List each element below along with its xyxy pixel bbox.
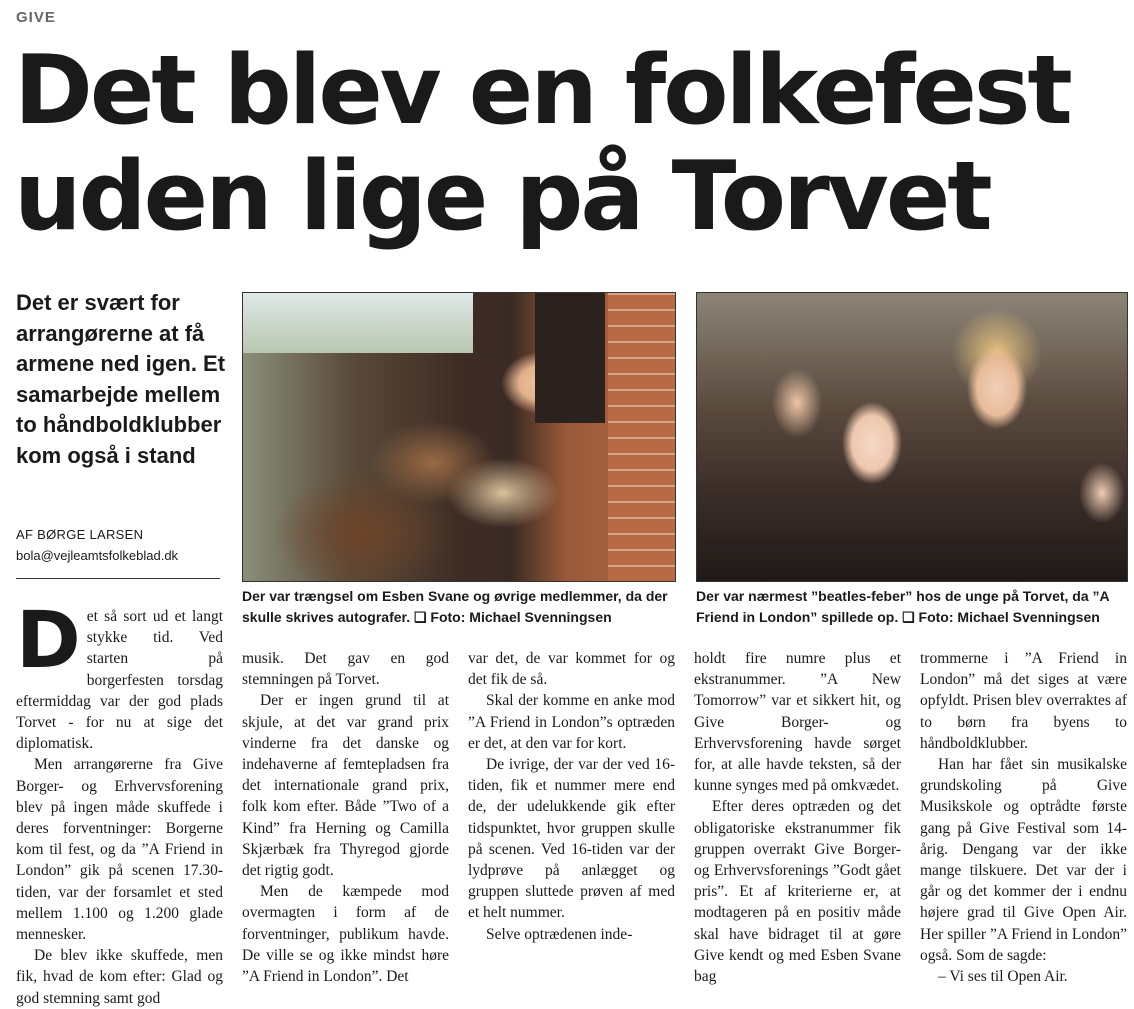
paragraph: var det, de var kommet for og det fik de så. <box>468 650 675 689</box>
subheadline: Det er svært for arrangørerne at få armene ned igen. Et samarbejde mellem to håndboldklubber kom også i stand <box>16 290 226 468</box>
headline-line-1: Det blev en folkefest <box>14 36 1070 146</box>
headline <box>14 38 1070 250</box>
drop-cap: D <box>16 596 81 686</box>
paragraph: holdt fire numre plus et ekstranummer. ”A New Tomorrow” var et sikkert hit, og Give Borger- og Erhvervsforening havde sørget for, at alle havde teksten, så der kunne synges med på omkvædet. <box>694 650 901 795</box>
article-column-2 <box>242 648 449 987</box>
paragraph: Men de kæmpede mod overmagten i form af de forventninger, publikum havde. De ville se og ikke mindst høre ”A Friend in London”. Det <box>242 883 449 986</box>
article-column-4 <box>694 648 901 987</box>
divider <box>16 578 220 579</box>
doorway <box>535 293 605 423</box>
paragraph: Selve optrædenen inde- <box>486 925 633 943</box>
photo-caption-2: Der var nærmest ”beatles-feber” hos de unge på Torvet, da ”A Friend in London” spillede op. ❏ Foto: Michael Svenningsen <box>696 588 1110 625</box>
headline-line-2: uden lige på Torvet <box>14 142 990 252</box>
paragraph: De ivrige, der var der ved 16-tiden, fik et nummer mere end de, der udelukkende gik efter tidspunktet, hvor gruppen skulle på scenen. Ved 16-tiden var der lydprøve på anlægget og gruppen sluttede prøven af med et helt nummer. <box>468 756 675 922</box>
section-label: GIVE <box>16 9 56 26</box>
byline: AF BØRGE LARSEN <box>16 527 144 542</box>
author-email[interactable]: bola@vejleamtsfolkeblad.dk <box>16 548 179 563</box>
paragraph: Han har fået sin musikalske grundskoling på Give Musikskole og optrådte første gang på Give Festival som 14-årig. Dengang var der ikke mange tilskuere. Det var der i går og det kommer der i endnu højere grad til Give Open Air. Her spiller ”A Friend in London” også. Som de sagde: <box>920 756 1127 964</box>
paragraph: musik. Det gav en god stemningen på Torvet. <box>242 650 449 689</box>
photo-caption-1: Der var trængsel om Esben Svane og øvrige medlemmer, da der skulle skrives autografer. ❏ Foto: Michael Svenningsen <box>242 588 668 625</box>
fans-photo <box>696 292 1128 582</box>
article-column-5 <box>920 648 1127 987</box>
paragraph: trommerne i ”A Friend in London” må det siges at være opfyldt. Prisen blev overraktes af to børn fra byens to håndboldklubber. <box>920 650 1127 752</box>
paragraph: et så sort ud et langt stykke tid. Ved starten på borgerfesten torsdag eftermiddag var der god plads Torvet - for nu at sige det diplomatisk. <box>16 608 223 753</box>
article-column-1 <box>16 596 223 1009</box>
paragraph: Efter deres optræden og det obligatoriske ekstranummer fik gruppen overrakt Give Borger- og Erhvervsforenings ”Godt gået pris”. Et af kriterierne er, at modtageren på en positiv måde skal have bidraget til at gøre Give kendt og med Esben Svane bag <box>694 798 901 986</box>
paragraph: Der er ingen grund til at skjule, at det var grand prix vinderne fra det danske og indehaverne af femtepladsen fra det internationale grand prix, folk kom efter. Både ”Two of a Kind” fra Herning og Camilla Skjærbæk fra Thyregod gjorde det rigtig godt. <box>242 692 449 880</box>
paragraph: – Vi ses til Open Air. <box>938 968 1068 986</box>
article-column-3 <box>468 648 675 945</box>
paragraph: Skal der komme en anke mod ”A Friend in London”s optræden er det, at den var for kort. <box>468 692 675 752</box>
brick-wall <box>608 293 675 581</box>
sky <box>243 293 473 353</box>
paragraph: Men arrangørerne fra Give Borger- og Erhvervsforening blev på ingen måde skuffede i deres forventninger: Borgerne kom til fest, og da ”A Friend in London” gik på scenen 17.30-tiden, var der forsamlet et sted mellem 1.100 og 1.200 glade mennesker. <box>16 756 223 944</box>
crowd-photo <box>242 292 676 582</box>
paragraph: De blev ikke skuffede, men fik, hvad de kom efter: Glad og god stemning samt god <box>16 947 223 1007</box>
